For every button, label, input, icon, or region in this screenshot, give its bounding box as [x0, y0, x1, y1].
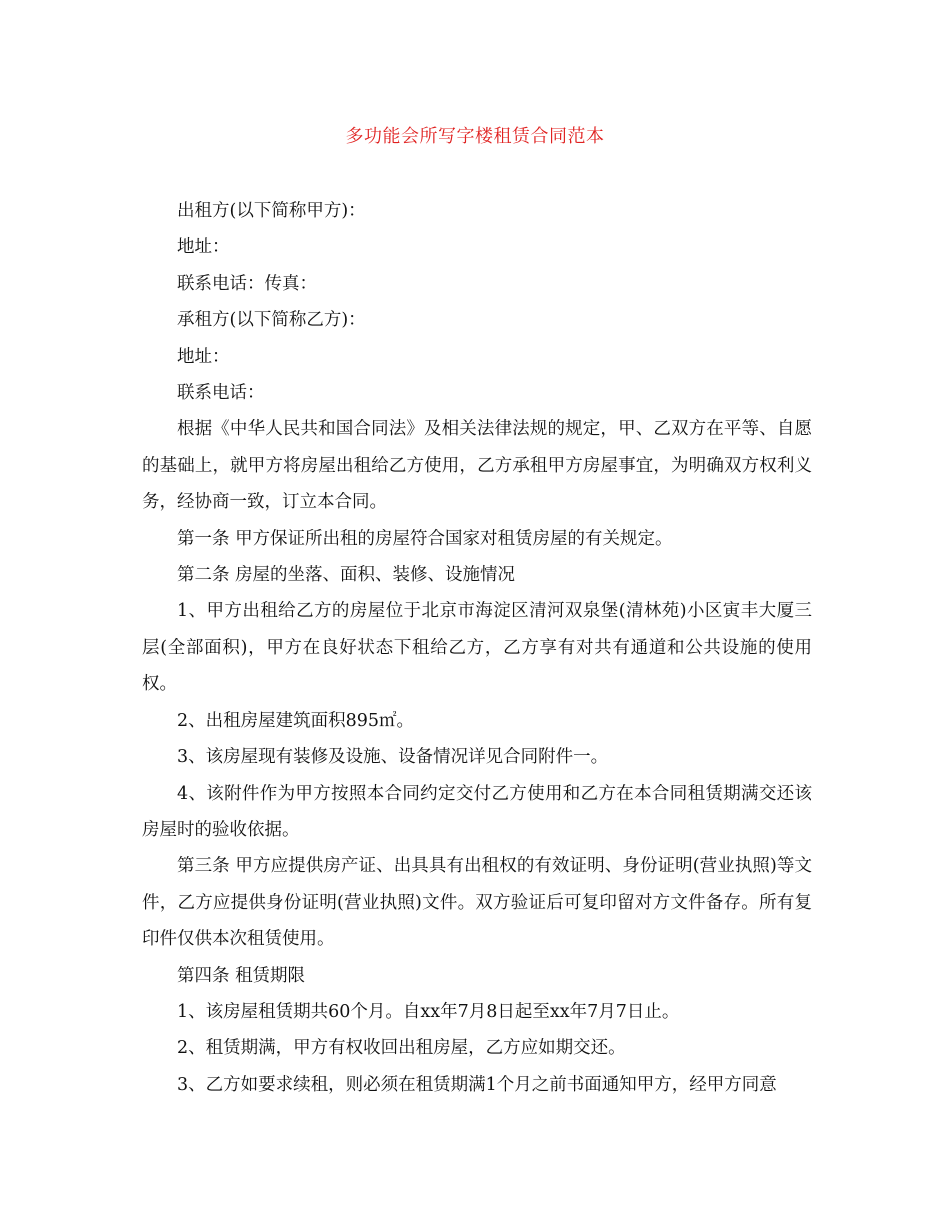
- paragraph-preamble: 根据《中华人民共和国合同法》及相关法律法规的规定，甲、乙双方在平等、自愿的基础上，就甲方将房屋出租给乙方使用，乙方承租甲方房屋事宜，为明确双方权利义务，经协商一致，订立本合同。: [142, 419, 812, 513]
- document-title: 多功能会所写字楼租赁合同范本: [345, 126, 605, 147]
- paragraph-article-4-item-2: 2、租赁期满，甲方有权收回出租房屋，乙方应如期交还。: [177, 1038, 626, 1059]
- paragraph-lessee-address: 地址：: [177, 346, 230, 367]
- paragraph-lessor-address: 地址：: [177, 237, 230, 258]
- paragraph-article-2-heading: 第二条 房屋的坐落、面积、装修、设施情况: [177, 565, 516, 586]
- paragraph-article-4-item-3: 3、乙方如要求续租，则必须在租赁期满1个月之前书面通知甲方，经甲方同意: [177, 1074, 777, 1095]
- paragraph-article-2-item-2: 2、出租房屋建筑面积895㎡。: [177, 710, 415, 731]
- paragraph-lessee-phone: 联系电话：: [177, 383, 265, 404]
- paragraph-lessor: 出租方(以下简称甲方)：: [177, 201, 366, 221]
- paragraph-article-1: 第一条 甲方保证所出租的房屋符合国家对租赁房屋的有关规定。: [177, 528, 673, 549]
- paragraph-article-3: 第三条 甲方应提供房产证、出具具有出租权的有效证明、身份证明(营业执照)等文件，乙方应提供身份证明(营业执照)文件。双方验证后可复印留对方文件备存。所有复印件仅供本次租赁使用。: [142, 856, 812, 950]
- paragraph-lessee: 承租方(以下简称乙方)：: [177, 310, 366, 331]
- paragraph-article-4-heading: 第四条 租赁期限: [177, 965, 306, 986]
- paragraph-lessor-phone-fax: 联系电话：传真：: [177, 273, 317, 294]
- document-body: [142, 193, 812, 1103]
- paragraph-article-4-item-1: 1、该房屋租赁期共60个月。自xx年7月8日起至xx年7月7日止。: [177, 1001, 680, 1022]
- paragraph-article-2-item-1: 1、甲方出租给乙方的房屋位于北京市海淀区清河双泉堡(清林苑)小区寅丰大厦三层(全部面积)，甲方在良好状态下租给乙方，乙方享有对共有通道和公共设施的使用权。: [142, 601, 812, 695]
- paragraph-article-2-item-4: 4、该附件作为甲方按照本合同约定交付乙方使用和乙方在本合同租赁期满交还该房屋时的验收依据。: [142, 783, 812, 840]
- paragraph-article-2-item-3: 3、该房屋现有装修及设施、设备情况详见合同附件一。: [177, 747, 609, 768]
